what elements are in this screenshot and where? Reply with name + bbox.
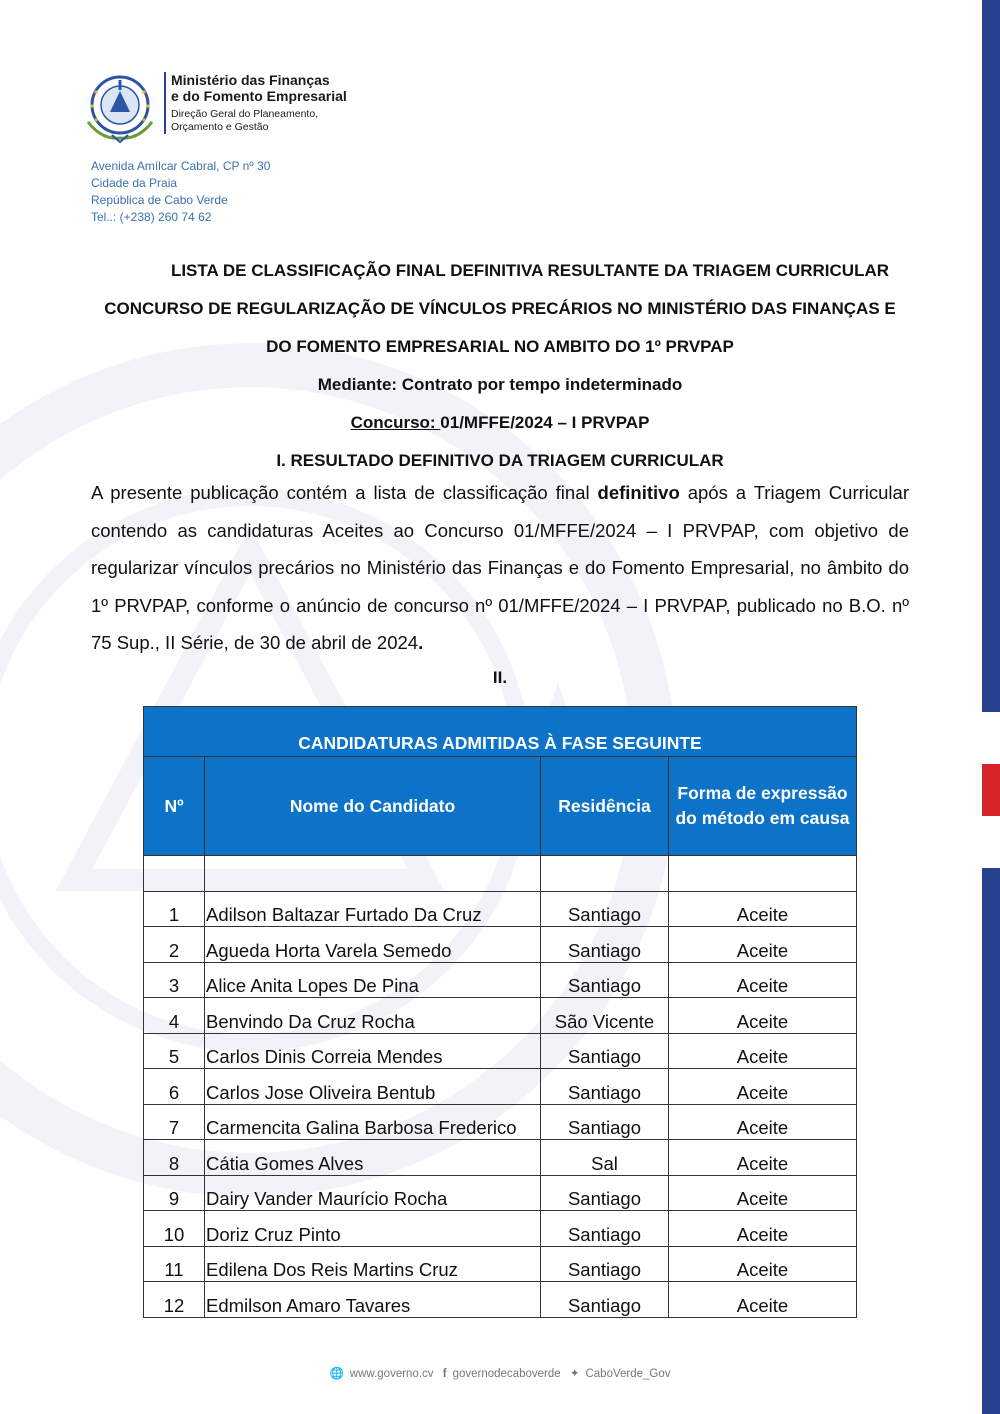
concurso-line <box>90 404 910 442</box>
paragraph-part2: após a Triagem Curricular contendo as candidaturas Aceites ao Concurso 01/MFFE/2024 – I PRVPAP, com objetivo de regularizar vínculos precários no Ministério das Finanças e do Fomento Empresarial, no âmbito do 1º PRVPAP, conforme o anúncio de concurso nº 01/MFFE/2024 – I PRVPAP, publicado no B.O. nº 75 Sup., II Série, de 30 de abril de 2024 <box>91 482 909 653</box>
residence: Santiago <box>541 1211 669 1247</box>
table-row <box>144 1282 857 1318</box>
residence: Santiago <box>541 962 669 998</box>
table-row <box>144 1246 857 1282</box>
side-band-blue-top <box>982 0 1000 712</box>
candidate-name: Agueda Horta Varela Semedo <box>205 927 541 963</box>
candidate-name: Adilson Baltazar Furtado Da Cruz <box>205 891 541 927</box>
row-number: 3 <box>144 962 205 998</box>
residence: Santiago <box>541 1104 669 1140</box>
candidates-table <box>143 706 857 1318</box>
footer-twitter[interactable]: CaboVerde_Gov <box>585 1368 671 1380</box>
address-block <box>91 158 270 226</box>
document-titles <box>90 252 910 480</box>
section-ii-heading: II. <box>492 668 508 687</box>
table-row <box>144 1175 857 1211</box>
status: Aceite <box>669 1246 857 1282</box>
department-line1: Direção Geral do Planeamento, <box>171 108 319 120</box>
residence: Santiago <box>541 1246 669 1282</box>
address-phone: Tel..: (+238) 260 74 62 <box>91 210 212 224</box>
paragraph-end: . <box>418 632 424 653</box>
department-block <box>164 108 347 134</box>
status: Aceite <box>669 1140 857 1176</box>
row-number: 7 <box>144 1104 205 1140</box>
coat-of-arms-icon <box>82 72 158 144</box>
row-number: 5 <box>144 1033 205 1069</box>
table-row <box>144 891 857 927</box>
residence: Santiago <box>541 1033 669 1069</box>
status: Aceite <box>669 891 857 927</box>
header-form: Forma de expressão do método em causa <box>669 757 857 856</box>
residence: São Vicente <box>541 998 669 1034</box>
ministry-name-line2: e do Fomento Empresarial <box>171 88 347 104</box>
row-number: 2 <box>144 927 205 963</box>
header-name: Nome do Candidato <box>205 757 541 856</box>
row-number: 12 <box>144 1282 205 1318</box>
table-row <box>144 998 857 1034</box>
address-line2: Cidade da Praia <box>91 176 178 190</box>
header-number: Nº <box>144 757 205 856</box>
footer <box>0 1366 1000 1380</box>
candidate-name: Doriz Cruz Pinto <box>205 1211 541 1247</box>
residence: Santiago <box>541 1282 669 1318</box>
residence: Santiago <box>541 1069 669 1105</box>
title-line1: LISTA DE CLASSIFICAÇÃO FINAL DEFINITIVA RESULTANTE DA TRIAGEM CURRICULAR <box>170 261 890 280</box>
footer-web[interactable]: www.governo.cv <box>349 1368 434 1380</box>
candidate-name: Carmencita Galina Barbosa Frederico <box>205 1104 541 1140</box>
candidate-name: Edilena Dos Reis Martins Cruz <box>205 1246 541 1282</box>
table-row <box>144 1104 857 1140</box>
header-residence: Residência <box>541 757 669 856</box>
table-row <box>144 927 857 963</box>
paragraph-part1: A presente publicação contém a lista de classificação final <box>91 482 598 503</box>
residence: Sal <box>541 1140 669 1176</box>
facebook-icon: f <box>442 1368 447 1380</box>
candidate-name: Benvindo Da Cruz Rocha <box>205 998 541 1034</box>
concurso-value: 01/MFFE/2024 – I PRVPAP <box>440 413 650 432</box>
table-row <box>144 962 857 998</box>
candidate-name: Alice Anita Lopes De Pina <box>205 962 541 998</box>
row-number: 4 <box>144 998 205 1034</box>
row-number: 10 <box>144 1211 205 1247</box>
table-row <box>144 1140 857 1176</box>
paragraph-bold: definitivo <box>597 482 680 503</box>
ministry-name-line1: Ministério das Finanças <box>171 72 330 88</box>
ministry-block <box>164 72 347 134</box>
table-caption: CANDIDATURAS ADMITIDAS À FASE SEGUINTE <box>144 707 857 757</box>
candidate-name: Cátia Gomes Alves <box>205 1140 541 1176</box>
table-body <box>144 856 857 1318</box>
section-i-heading: I. RESULTADO DEFINITIVO DA TRIAGEM CURRICULAR <box>276 451 724 470</box>
globe-icon: 🌐 <box>329 1368 344 1380</box>
concurso-label: Concurso: <box>350 413 441 432</box>
row-number: 6 <box>144 1069 205 1105</box>
title-line2: CONCURSO DE REGULARIZAÇÃO DE VÍNCULOS PRECÁRIOS NO MINISTÉRIO DAS FINANÇAS E <box>104 299 896 318</box>
footer-facebook[interactable]: governodecaboverde <box>452 1368 561 1380</box>
status: Aceite <box>669 927 857 963</box>
address-line1: Avenida Amílcar Cabral, CP nº 30 <box>91 159 271 173</box>
department-line2: Orçamento e Gestão <box>171 121 269 133</box>
twitter-icon: ✦ <box>569 1368 580 1380</box>
residence: Santiago <box>541 891 669 927</box>
status: Aceite <box>669 1175 857 1211</box>
status: Aceite <box>669 1069 857 1105</box>
row-number: 9 <box>144 1175 205 1211</box>
address-line3: República de Cabo Verde <box>91 193 228 207</box>
title-mediante: Mediante: Contrato por tempo indeterminado <box>317 375 683 394</box>
row-number: 1 <box>144 891 205 927</box>
status: Aceite <box>669 962 857 998</box>
status: Aceite <box>669 1033 857 1069</box>
table-row <box>144 1033 857 1069</box>
status: Aceite <box>669 1282 857 1318</box>
status: Aceite <box>669 1211 857 1247</box>
letterhead <box>82 72 347 144</box>
candidate-name: Edmilson Amaro Tavares <box>205 1282 541 1318</box>
title-line3: DO FOMENTO EMPRESARIAL NO AMBITO DO 1º PRVPAP <box>266 337 734 356</box>
side-band-blue-bottom <box>982 868 1000 1414</box>
status: Aceite <box>669 998 857 1034</box>
intro-paragraph <box>91 474 909 662</box>
row-number: 11 <box>144 1246 205 1282</box>
candidate-name: Carlos Dinis Correia Mendes <box>205 1033 541 1069</box>
table-row <box>144 1211 857 1247</box>
candidate-name: Carlos Jose Oliveira Bentub <box>205 1069 541 1105</box>
side-band-red <box>982 764 1000 816</box>
table-row <box>144 1069 857 1105</box>
status: Aceite <box>669 1104 857 1140</box>
residence: Santiago <box>541 927 669 963</box>
candidate-name: Dairy Vander Maurício Rocha <box>205 1175 541 1211</box>
row-number: 8 <box>144 1140 205 1176</box>
residence: Santiago <box>541 1175 669 1211</box>
